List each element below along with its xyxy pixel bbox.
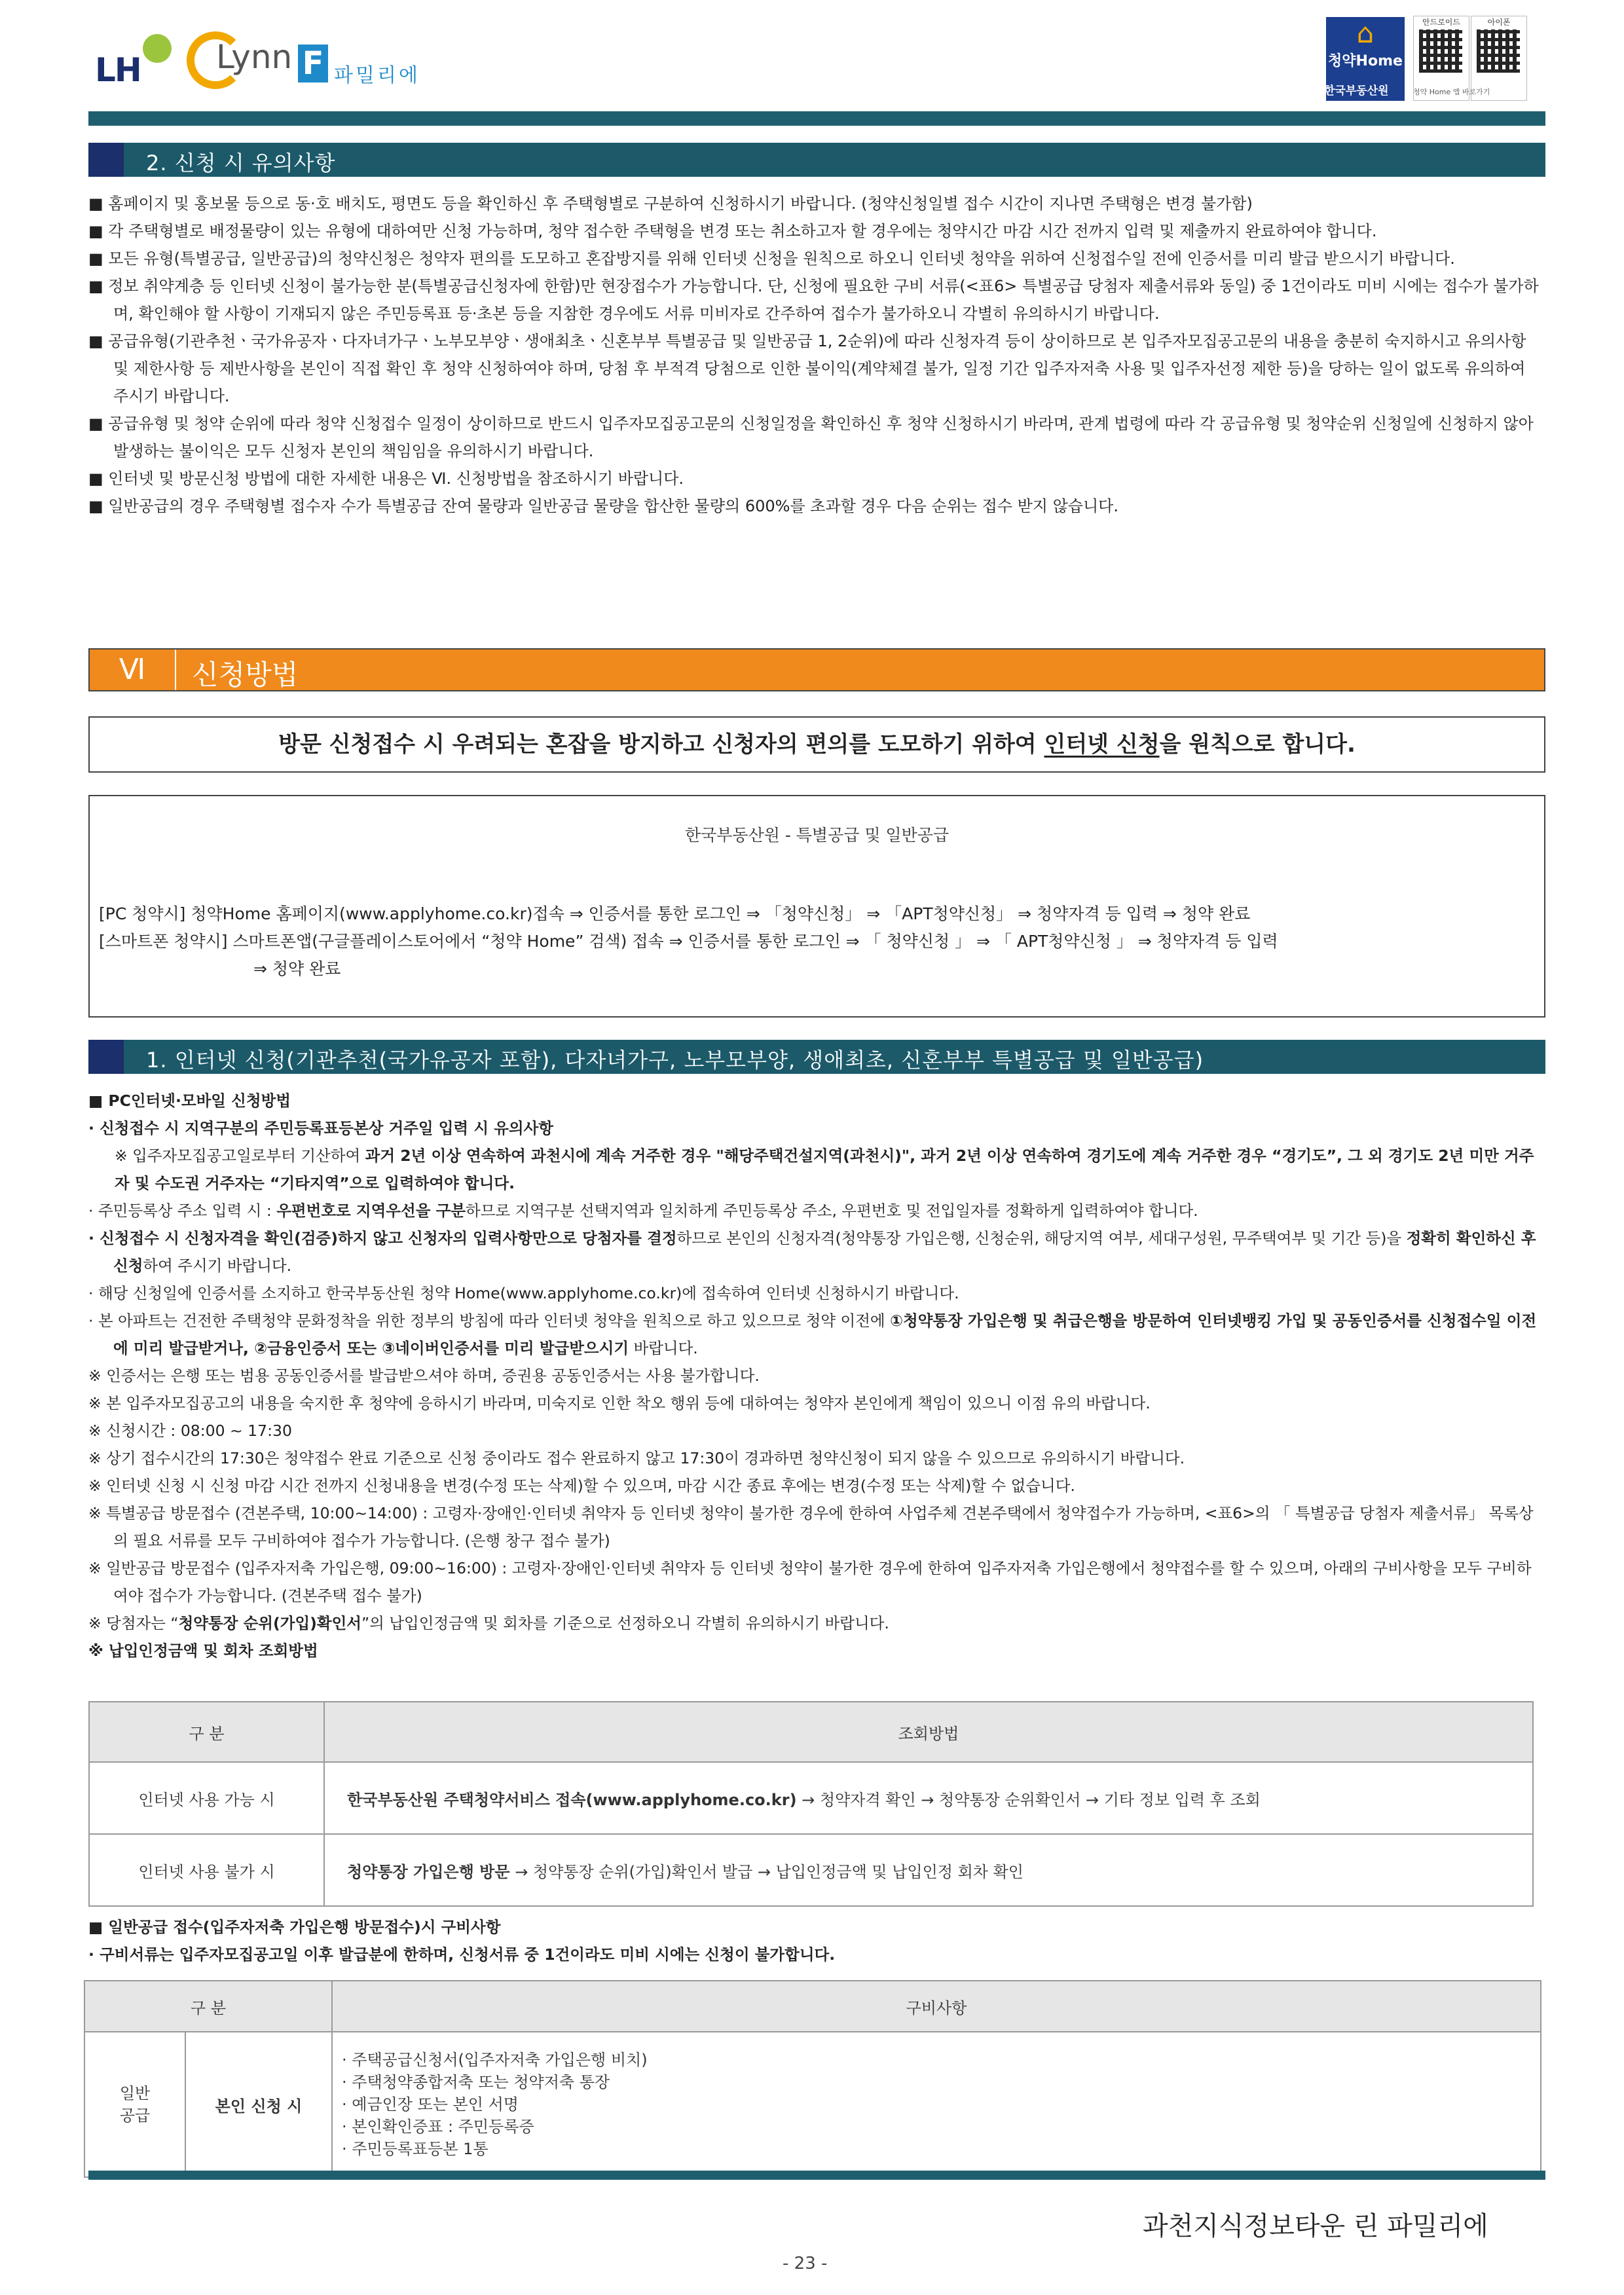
text-bold: · 신청접수 시 신청자격을 확인(검증)하지 않고 신청자의 입력사항만으로 당첨자를 결정: [88, 1229, 677, 1247]
text-bold: 우편번호로 지역우선을 구분: [276, 1202, 466, 1220]
list-item: [88, 1307, 1545, 1362]
internet-notice: [88, 716, 1545, 773]
table-cell: [324, 1762, 1533, 1834]
table-cell: [324, 1834, 1533, 1906]
text: ”의 납입인정금액 및 회차를 기준으로 선정하오니 각별히 유의하시기 바랍니다.: [361, 1614, 889, 1632]
col-header: 구 분: [84, 1981, 332, 2032]
text: 하여 주시기 바랍니다.: [143, 1257, 292, 1275]
familie-logo-mark: F: [298, 45, 328, 83]
mobile-label: [스마트폰 청약시]: [99, 932, 228, 951]
footer-title: 과천지식정보타운 린 파밀리에: [1143, 2211, 1488, 2241]
pc-text: 청약Home 홈페이지(www.applyhome.co.kr)접속 ⇒ 인증서를 통한 로그인 ⇒ 「청약신청」 ⇒ 「APT청약신청」 ⇒ 청약자격 등 입력 ⇒ 청약 완료: [185, 904, 1251, 923]
docs-sub: · 구비서류는 입주자모집공고일 이후 발급분에 한하며, 신청서류 중 1건이라도 미비 시에는 신청이 불가합니다.: [88, 1945, 836, 1964]
text: 바랍니다.: [629, 1339, 698, 1357]
familie-logo-text: 파밀리에: [334, 64, 420, 87]
list-item: · 주택청약종합저축 또는 청약저축 통장: [342, 2073, 610, 2091]
table-cell: [332, 2032, 1541, 2177]
col-header: 조회방법: [324, 1702, 1533, 1762]
list-item: · 예금인장 또는 본인 서명: [342, 2095, 519, 2114]
mobile-text: 스마트폰앱(구글플레이스토어에서 “청약 Home” 검색) 접속 ⇒ 인증서를 통한 로그인 ⇒ 「 청약신청 」 ⇒ 「 APT청약신청 」 ⇒ 청약자격 등 입력: [227, 932, 1278, 951]
list-item: ■ 일반공급의 경우 주택형별 접수자 수가 특별공급 잔여 물량과 일반공급 물량을 합산한 물량의 600%를 초과할 경우 다음 순위는 접수 받지 않습니다.: [88, 497, 1118, 515]
text: ※ 당첨자는 “: [88, 1614, 179, 1632]
text-bold: 청약통장 가입은행 방문: [347, 1862, 510, 1881]
page-number: - 23 -: [783, 2254, 828, 2273]
list-item: [88, 1609, 1545, 1637]
docs-head: ■ 일반공급 접수(입주자저축 가입은행 방문접수)시 구비사항: [88, 1918, 501, 1936]
qr-code-icon: [1419, 29, 1462, 73]
lh-logo-mark: [143, 34, 172, 63]
text-bold: ①청약통장 가입은행 및 취급은행을 방문하여 인터넷뱅킹 가입 및 공동인증서를 신청접수일 이전에 미리 발급받거나, ②금융인증서 또는 ③네이버인증서를 미리 발급받으시기: [113, 1312, 1537, 1357]
section-title: 2. 신청 시 유의사항: [146, 151, 336, 175]
lynn-logo: Lynn: [216, 38, 293, 76]
text: · 주민등록상 주소 입력 시 :: [88, 1202, 277, 1220]
list-item: ■ 정보 취약계층 등 인터넷 신청이 불가능한 분(특별공급신청자에 한함)만 현장접수가 가능합니다. 단, 신청에 필요한 구비 서류(<표6> 특별공급 당첨자 제출서류와 동일) 중 1건이라도 미비 시에는 접수가 불가하며, 확인해야 할 사항이 기재되지 않은 주민등록표 등·초본 등을 지참한 경우에도 서류 미비자로 간주하여 접수가 불가하오니 각별히 유의하시기 바랍니다.: [88, 277, 1539, 323]
footer-divider: [88, 2171, 1545, 2180]
header-divider: [88, 111, 1545, 126]
table-cell: 본인 신청 시: [185, 2032, 332, 2177]
text-bold: 정확히 확인하신 후 신청: [113, 1229, 1536, 1275]
list-item: [88, 1142, 1545, 1197]
notice-post: 을 원칙으로 합니다.: [1159, 731, 1356, 758]
list-item: ■ 인터넷 및 방문신청 방법에 대한 자세한 내용은 Ⅵ. 신청방법을 참조하시기 바랍니다.: [88, 469, 684, 488]
list-item: · 주택공급신청서(입주자저축 가입은행 비치): [342, 2051, 648, 2069]
text: ※ 입주자모집공고일로부터 기산하여: [115, 1147, 365, 1165]
table-cell: 인터넷 사용 불가 시: [89, 1834, 324, 1906]
chapter-number: Ⅵ: [90, 650, 176, 690]
list-item: [88, 1197, 1545, 1224]
list-item: ※ 인터넷 신청 시 신청 마감 시간 전까지 신청내용을 변경(수정 또는 삭제)할 수 있으며, 마감 시간 종료 후에는 변경(수정 또는 삭제)할 수 없습니다.: [88, 1477, 1075, 1495]
list-item: · 해당 신청일에 인증서를 소지하고 한국부동산원 청약 Home(www.applyhome.co.kr)에 접속하여 인터넷 신청하시기 바랍니다.: [88, 1284, 959, 1302]
notice-pre: 방문 신청접수 시 우려되는 혼잡을 방지하고 신청자의 편의를 도모하기 위하여: [278, 731, 1044, 758]
text-bold: 청약통장 순위(가입)확인서: [178, 1614, 361, 1632]
documents-table: [84, 1980, 1541, 2178]
text-bold: 한국부동산원 주택청약서비스 접속(www.applyhome.co.kr): [347, 1790, 797, 1809]
qr-note: 청약 Home 앱 바로가기: [1413, 88, 1490, 96]
list-item: ■ 공급유형(기관추천ㆍ국가유공자ㆍ다자녀가구ㆍ노부모부양ㆍ생애최초ㆍ신혼부부 특별공급 및 일반공급 1, 2순위)에 따라 신청자격 등이 상이하므로 본 입주자모집공고문의 내용을 충분히 숙지하시고 유의사항 및 제한사항 등 제반사항을 본인이 직접 확인 후 청약 신청하여야 하며, 당첨 후 부적격 당첨으로 인한 불이익(계약체결 불가, 일정 기간 입주자저축 사용 및 입주자선정 제한 등)을 당하는 일이 없도록 유의하여 주시기 바랍니다.: [88, 332, 1526, 405]
text: 하므로 본인의 신청자격(청약통장 가입은행, 신청순위, 해당지역 여부, 세대구성원, 무주택여부 및 기간 등)을: [676, 1229, 1407, 1247]
docs-section: [88, 1913, 1545, 1968]
qr-ios-caption: 아이폰: [1487, 18, 1511, 27]
list-item: ※ 신청시간 : 08:00 ~ 17:30: [88, 1422, 292, 1440]
table-cell: 인터넷 사용 가능 시: [89, 1762, 324, 1834]
text: → 청약자격 확인 → 청약통장 순위확인서 → 기타 정보 입력 후 조회: [796, 1790, 1261, 1809]
text: 하므로 지역구분 선택지역과 일치하게 주민등록상 주소, 우편번호 및 전입일자를 정확하게 입력하여야 합니다.: [466, 1202, 1198, 1220]
pc-label: [PC 청약시]: [99, 904, 186, 923]
lh-logo: LH: [95, 51, 141, 89]
section-header-2: [88, 143, 1545, 177]
section-header-1: [88, 1040, 1545, 1074]
list-item: ■ 공급유형 및 청약 순위에 따라 청약 신청접수 일정이 상이하므로 반드시 입주자모집공고문의 신청일정을 확인하신 후 청약 신청하시기 바라며, 관계 법령에 따라 각 공급유형 및 청약순위 신청일에 신청하지 않아 발생하는 불이익은 모두 신청자 본인의 책임임을 유의하시기 바랍니다.: [88, 414, 1534, 460]
qr-code-icon: [1477, 29, 1520, 73]
list-item: ■ 모든 유형(특별공급, 일반공급)의 청약신청은 청약자 편의를 도모하고 혼잡방지를 위해 인터넷 신청을 원칙으로 하오니 인터넷 청약을 위하여 신청접수일 전에 인증서를 미리 발급 받으시기 바랍니다.: [88, 249, 1455, 268]
mobile-steps-cont: ⇒ 청약 완료: [253, 959, 341, 978]
list-item: ※ 일반공급 방문접수 (입주자저축 가입은행, 09:00~16:00) : 고령자·장애인·인터넷 취약자 등 인터넷 청약이 불가한 경우에 한하여 입주자저축 가입은행에서 청약접수를 할 수 있으며, 아래의 구비사항을 모두 구비하여야 접수가 가능합니다. (견본주택 접수 불가): [88, 1559, 1532, 1605]
list-item: ※ 특별공급 방문접수 (견본주택, 10:00~14:00) : 고령자·장애인·인터넷 취약자 등 인터넷 청약이 불가한 경우에 한하여 사업주체 견본주택에서 청약접수가 가능하며, <표6>의 「 특별공급 당첨자 제출서류」 목록상의 필요 서류를 모두 구비하여야 접수가 가능합니다. (은행 창구 접수 불가): [88, 1504, 1534, 1550]
qr-android-caption: 안드로이드: [1422, 18, 1460, 27]
list-item: ※ 납입인정금액 및 회차 조회방법: [88, 1642, 318, 1660]
section-title: 1. 인터넷 신청(기관추천(국가유공자 포함), 다자녀가구, 노부모부양, 생애최초, 신혼부부 특별공급 및 일반공급): [146, 1048, 1204, 1073]
list-item: · 본인확인증표 : 주민등록증: [342, 2118, 534, 2136]
text-bold: 과거 2년 이상 연속하여 과천시에 계속 거주한 경우 "해당주택건설지역(과천시)", 과거 2년 이상 연속하여 경기도에 계속 거주한 경우 “경기도”, 그 외 경기도 2년 미만 거주자 및 수도권 거주자는 “기타지역”으로 입력하여야 합니다.: [115, 1147, 1534, 1192]
section1-body: [88, 1087, 1545, 1664]
list-item: ※ 상기 접수시간의 17:30은 청약접수 완료 기준으로 신청 중이라도 접수 완료하지 않고 17:30이 경과하면 청약신청이 되지 않을 수 있으므로 유의하시기 바랍니다.: [88, 1449, 1185, 1467]
section-marker: [88, 143, 124, 177]
col-header: 구비사항: [332, 1981, 1541, 2032]
notice-underline: 인터넷 신청: [1044, 731, 1160, 758]
list-item: ※ 인증서는 은행 또는 범용 공동인증서를 발급받으셔야 하며, 증권용 공동인증서는 사용 불가합니다.: [88, 1367, 760, 1385]
apply-steps-title: 한국부동산원 - 특별공급 및 일반공급: [684, 826, 950, 845]
inquiry-table: [88, 1701, 1534, 1907]
list-item: ※ 본 입주자모집공고의 내용을 숙지한 후 청약에 응하시기 바라며, 미숙지로 인한 착오 행위 등에 대하여는 청약자 본인에게 책임이 있으니 이점 유의 바랍니다.: [88, 1394, 1151, 1412]
applyhome-label: 청약Home: [1328, 53, 1403, 69]
applyhome-org: 한국부동산원: [1324, 84, 1389, 98]
list-item: ■ 각 주택형별로 배정물량이 있는 유형에 대하여만 신청 가능하며, 청약 접수한 주택형을 변경 또는 취소하고자 할 경우에는 청약시간 마감 시간 전까지 입력 및 제출까지 완료하여야 합니다.: [88, 222, 1377, 240]
table-cell: 일반 공급: [84, 2032, 185, 2177]
text: → 청약통장 순위(가입)확인서 발급 → 납입인정금액 및 납입인정 회차 확인: [509, 1862, 1024, 1881]
section2-list: [88, 190, 1545, 520]
house-icon: ⌂: [1356, 17, 1375, 49]
apply-steps-box: [88, 795, 1545, 1018]
list-item: ■ 홈페이지 및 홍보물 등으로 동·호 배치도, 평면도 등을 확인하신 후 주택형별로 구분하여 신청하시기 바랍니다. (청약신청일별 접수 시간이 지나면 주택형은 변경 불가함): [88, 194, 1253, 213]
list-item: · 주민등록표등본 1통: [342, 2140, 489, 2158]
section-marker: [88, 1040, 124, 1074]
text: · 본 아파트는 건전한 주택청약 문화정착을 위한 정부의 방침에 따라 인터넷 청약을 원칙으로 하고 있으므로 청약 이전에: [88, 1312, 891, 1330]
list-item: · 신청접수 시 지역구분의 주민등록표등본상 거주일 입력 시 유의사항: [88, 1119, 554, 1137]
method-head: ■ PC인터넷·모바일 신청방법: [88, 1092, 291, 1110]
list-item: [88, 1224, 1545, 1279]
col-header: 구 분: [89, 1702, 324, 1762]
chapter-header-6: [88, 648, 1545, 691]
chapter-title: 신청방법: [192, 659, 299, 691]
pc-steps: [99, 901, 1250, 925]
mobile-steps: [99, 928, 1278, 952]
